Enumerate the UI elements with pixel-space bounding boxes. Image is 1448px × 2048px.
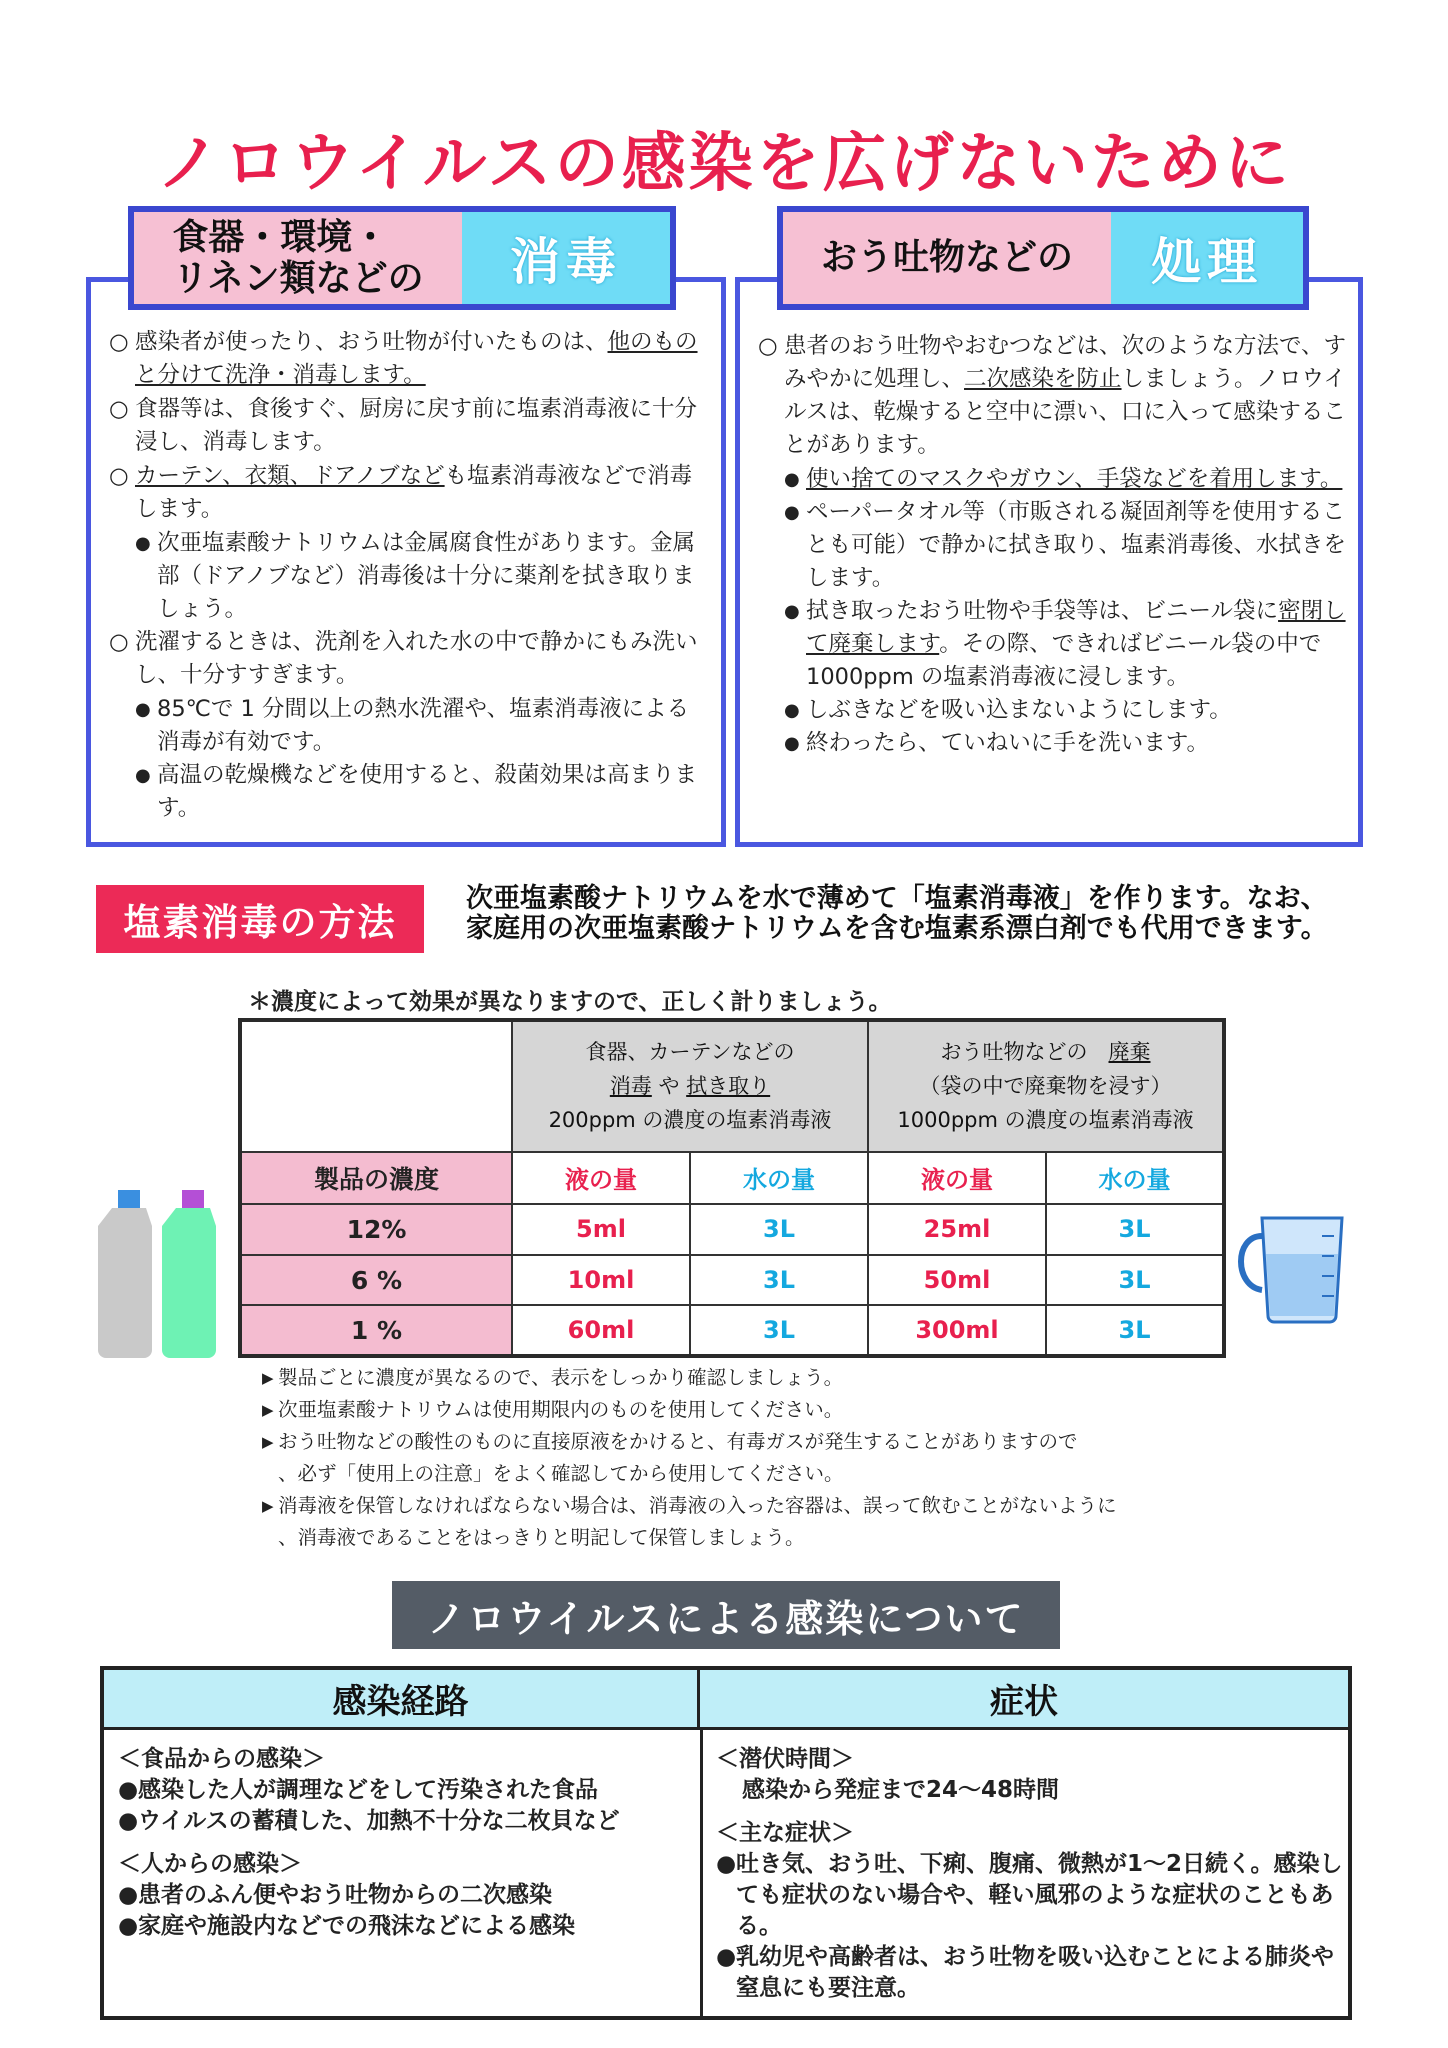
liquid-cell: 60ml bbox=[512, 1305, 690, 1356]
bleach-bottles-icon bbox=[98, 1190, 232, 1360]
usage-notes bbox=[262, 1362, 1262, 1554]
water-cell: 3L bbox=[1046, 1305, 1224, 1356]
circle-bullet-icon: ○ bbox=[109, 396, 129, 422]
subitem-text: 終わったら、ていねいに手を洗います。 bbox=[806, 730, 1209, 756]
circle-bullet-icon: ○ bbox=[109, 463, 129, 489]
vomit-treatment-body bbox=[758, 330, 1350, 760]
col-liquid-amount: 液の量 bbox=[868, 1152, 1046, 1205]
note-text: おう吐物などの酸性のものに直接原液をかけると、有毒ガスが発生することがありますので bbox=[278, 1430, 1078, 1453]
route-column bbox=[118, 1744, 688, 1954]
liquid-cell: 25ml bbox=[868, 1204, 1046, 1255]
header-word: 廃棄 bbox=[1108, 1040, 1151, 1065]
row-head-concentration: 製品の濃度 bbox=[240, 1152, 512, 1205]
symptom-header: 症状 bbox=[700, 1670, 1348, 1730]
item-text: 家庭や施設内などでの飛沫などによる感染 bbox=[138, 1913, 575, 1939]
water-cell: 3L bbox=[1046, 1204, 1224, 1255]
item-text: 患者のおう吐物やおむつなどは、次のような方法で、すみやかに処理し、 bbox=[784, 333, 1347, 392]
list-item bbox=[758, 330, 1350, 462]
item-text: 乳幼児や高齢者は、おう吐物を吸い込むことによる肺炎や窒息にも要注意。 bbox=[736, 1944, 1334, 2001]
header-word: 消毒 bbox=[609, 1074, 652, 1099]
item-text-underlined: 二次感染を防止 bbox=[964, 366, 1122, 392]
note-item bbox=[262, 1490, 1262, 1522]
list-subitem bbox=[109, 527, 709, 626]
list-item bbox=[109, 326, 709, 392]
disinfection-tab bbox=[128, 206, 676, 310]
water-cell: 3L bbox=[690, 1305, 868, 1356]
measuring-cup-icon bbox=[1232, 1206, 1356, 1326]
table-corner bbox=[240, 1020, 512, 1152]
route-header: 感染経路 bbox=[104, 1670, 700, 1730]
dot-bullet-icon: ● bbox=[716, 1851, 737, 1877]
note-item bbox=[262, 1394, 1262, 1426]
note-text: 、消毒液であることをはっきりと明記して保管しましょう。 bbox=[278, 1526, 805, 1549]
dot-bullet-icon: ● bbox=[784, 700, 800, 721]
list-item bbox=[716, 1942, 1346, 2004]
circle-bullet-icon: ○ bbox=[109, 329, 129, 355]
col-water-amount: 水の量 bbox=[1046, 1152, 1224, 1205]
dilution-table bbox=[238, 1018, 1226, 1358]
dot-bullet-icon: ● bbox=[716, 1944, 737, 1970]
table-row bbox=[240, 1255, 1224, 1306]
note-item bbox=[262, 1522, 1262, 1554]
disinfection-panel bbox=[86, 277, 726, 847]
circle-bullet-icon: ○ bbox=[758, 333, 778, 359]
table-row bbox=[240, 1204, 1224, 1255]
table-subheader-row bbox=[240, 1152, 1224, 1205]
subitem-text: ペーパータオル等（市販される凝固剤等を使用することも可能）で静かに拭き取り、塩素消毒後、水拭きをします。 bbox=[806, 499, 1347, 591]
triangle-bullet-icon: ▶ bbox=[262, 1401, 274, 1419]
dot-bullet-icon: ● bbox=[118, 1913, 139, 1939]
table-header-row bbox=[240, 1020, 1224, 1152]
chlorine-method-label: 塩素消毒の方法 bbox=[96, 885, 424, 953]
subitem-text: しぶきなどを吸い込まないようにします。 bbox=[806, 697, 1232, 723]
header-line: 1000ppm の濃度の塩素消毒液 bbox=[897, 1108, 1194, 1133]
item-text: 感染した人が調理などをして汚染された食品 bbox=[138, 1777, 598, 1803]
dot-bullet-icon: ● bbox=[118, 1882, 139, 1908]
dot-bullet-icon: ● bbox=[784, 469, 800, 490]
symptom-column bbox=[716, 1744, 1346, 2016]
water-cell: 3L bbox=[690, 1255, 868, 1306]
triangle-bullet-icon: ▶ bbox=[262, 1433, 274, 1451]
column-divider bbox=[700, 1730, 703, 2016]
header-line bbox=[869, 1035, 1222, 1069]
vomit-tab-subject: おう吐物などの bbox=[783, 212, 1111, 304]
concentration-cell: 1 % bbox=[240, 1305, 512, 1356]
subitem-text: 。その際、できればビニール袋の中で 1000ppm の塩素消毒液に浸します。 bbox=[806, 631, 1322, 690]
tab-line: リネン類などの bbox=[172, 258, 424, 299]
infection-heading: ノロウイルスによる感染について bbox=[392, 1581, 1060, 1649]
col-liquid-amount: 液の量 bbox=[512, 1152, 690, 1205]
item-text-underlined: カーテン、衣類、ドアノブなど bbox=[135, 463, 445, 489]
triangle-bullet-icon: ▶ bbox=[262, 1497, 274, 1515]
main-symptom-section bbox=[716, 1818, 1346, 2004]
item-text: 吐き気、おう吐、下痢、腹痛、微熱が1～2日続く。感染しても症状のない場合や、軽い風邪のような症状のこともある。 bbox=[736, 1851, 1343, 1939]
item-text: も塩素消毒液などで消毒します。 bbox=[135, 463, 693, 522]
item-text: しましょう。ノロウイルスは、乾燥すると空中に漂い、口に入って感染することがあります。 bbox=[784, 366, 1346, 458]
vomit-treatment-tab bbox=[777, 206, 1309, 310]
tab-line: 食器・環境・ bbox=[172, 216, 389, 258]
header-line: 200ppm の濃度の塩素消毒液 bbox=[548, 1108, 832, 1133]
section-title: ＜潜伏時間＞ bbox=[716, 1746, 854, 1772]
note-text: 消毒液を保管しなければならない場合は、消毒液の入った容器は、誤って飲むことがないように bbox=[278, 1494, 1117, 1517]
water-cell: 3L bbox=[1046, 1255, 1224, 1306]
water-cell: 3L bbox=[690, 1204, 868, 1255]
header-word: おう吐物などの bbox=[940, 1040, 1109, 1065]
concentration-cell: 6 % bbox=[240, 1255, 512, 1306]
dot-bullet-icon: ● bbox=[118, 1777, 139, 1803]
list-subitem bbox=[758, 694, 1350, 727]
list-item bbox=[716, 1849, 1346, 1942]
note-text: 、必ず「使用上の注意」をよく確認してから使用してください。 bbox=[278, 1462, 844, 1485]
dot-bullet-icon: ● bbox=[135, 699, 151, 720]
page-title: ノロウイルスの感染を広げないために bbox=[156, 127, 1292, 201]
subitem-text: 次亜塩素酸ナトリウムは金属腐食性があります。金属部（ドアノブなど）消毒後は十分に薬剤を拭き取りましょう。 bbox=[157, 530, 695, 622]
section-title: ＜食品からの感染＞ bbox=[118, 1746, 325, 1772]
list-subitem bbox=[758, 463, 1350, 496]
item-text: ウイルスの蓄積した、加熱不十分な二枚貝など bbox=[138, 1808, 620, 1834]
header-line bbox=[513, 1069, 867, 1103]
dot-bullet-icon: ● bbox=[135, 533, 151, 554]
dot-bullet-icon: ● bbox=[784, 733, 800, 754]
list-subitem bbox=[758, 595, 1350, 694]
list-item bbox=[109, 460, 709, 526]
list-subitem bbox=[758, 496, 1350, 595]
note-item bbox=[262, 1362, 1262, 1394]
infection-table bbox=[100, 1666, 1352, 2020]
col-water-amount: 水の量 bbox=[690, 1152, 868, 1205]
list-item bbox=[109, 393, 709, 459]
note-text: 次亜塩素酸ナトリウムは使用期限内のものを使用してください。 bbox=[278, 1398, 844, 1421]
section-title: ＜人からの感染＞ bbox=[118, 1851, 302, 1877]
subitem-text: 高温の乾燥機などを使用すると、殺菌効果は高まります。 bbox=[157, 762, 698, 821]
food-section bbox=[118, 1744, 688, 1837]
list-subitem bbox=[109, 693, 709, 759]
header-word: 拭き取り bbox=[686, 1074, 771, 1099]
table-row bbox=[240, 1305, 1224, 1356]
list-item bbox=[118, 1806, 688, 1837]
item-text: 患者のふん便やおう吐物からの二次感染 bbox=[138, 1882, 552, 1908]
dot-bullet-icon: ● bbox=[135, 765, 151, 786]
list-item bbox=[118, 1911, 688, 1942]
header-line: （袋の中で廃棄物を浸す） bbox=[919, 1074, 1172, 1099]
chlorine-method-text: 次亜塩素酸ナトリウムを水で薄めて「塩素消毒液」を作ります。なお、家庭用の次亜塩素酸ナトリウムを含む塩素系漂白剤でも代用できます。 bbox=[466, 883, 1328, 944]
header-word: や bbox=[651, 1074, 687, 1099]
triangle-bullet-icon: ▶ bbox=[262, 1369, 274, 1387]
dot-bullet-icon: ● bbox=[784, 502, 800, 523]
subitem-text-underlined: 密閉して廃棄します bbox=[806, 598, 1346, 657]
item-text: 感染から発症まで24～48時間 bbox=[742, 1777, 1060, 1803]
disinfection-tab-subject bbox=[134, 212, 462, 304]
list-subitem bbox=[758, 727, 1350, 760]
table-header-1000ppm bbox=[868, 1020, 1224, 1152]
liquid-cell: 5ml bbox=[512, 1204, 690, 1255]
list-subitem bbox=[109, 759, 709, 825]
liquid-cell: 10ml bbox=[512, 1255, 690, 1306]
list-item bbox=[118, 1775, 688, 1806]
subitem-text: 85℃で 1 分間以上の熱水洗濯や、塩素消毒液による消毒が有効です。 bbox=[157, 696, 690, 755]
dot-bullet-icon: ● bbox=[784, 601, 800, 622]
item-text: 感染者が使ったり、おう吐物が付いたものは、 bbox=[135, 329, 608, 355]
vomit-treatment-panel bbox=[735, 277, 1363, 847]
liquid-cell: 50ml bbox=[868, 1255, 1046, 1306]
person-section bbox=[118, 1849, 688, 1942]
list-item bbox=[118, 1880, 688, 1911]
subitem-text-underlined: 使い捨てのマスクやガウン、手袋などを着用します。 bbox=[806, 466, 1343, 492]
item-text: 洗濯するときは、洗剤を入れた水の中で静かにもみ洗いし、十分すすぎます。 bbox=[135, 629, 698, 688]
list-item bbox=[109, 626, 709, 692]
item-text: 食器等は、食後すぐ、厨房に戻す前に塩素消毒液に十分浸し、消毒します。 bbox=[135, 396, 698, 455]
note-item bbox=[262, 1458, 1262, 1490]
note-item bbox=[262, 1426, 1262, 1458]
liquid-cell: 300ml bbox=[868, 1305, 1046, 1356]
section-title: ＜主な症状＞ bbox=[716, 1820, 854, 1846]
item-text-underlined: 他のものと分けて洗浄・消毒します。 bbox=[135, 329, 698, 388]
subitem-text: 拭き取ったおう吐物や手袋等は、ビニール袋に bbox=[806, 598, 1279, 624]
dot-bullet-icon: ● bbox=[118, 1808, 139, 1834]
disinfection-tab-keyword: 消毒 bbox=[462, 212, 670, 304]
note-text: 製品ごとに濃度が異なるので、表示をしっかり確認しましょう。 bbox=[278, 1366, 844, 1389]
table-header-200ppm bbox=[512, 1020, 868, 1152]
concentration-note: ＊濃度によって効果が異なりますので、正しく計りましょう。 bbox=[248, 989, 892, 1015]
concentration-cell: 12% bbox=[240, 1204, 512, 1255]
circle-bullet-icon: ○ bbox=[109, 629, 129, 655]
vomit-tab-keyword: 処理 bbox=[1111, 212, 1303, 304]
header-line: 食器、カーテンなどの bbox=[585, 1040, 795, 1065]
latent-section bbox=[716, 1744, 1346, 1806]
disinfection-body bbox=[109, 326, 709, 825]
